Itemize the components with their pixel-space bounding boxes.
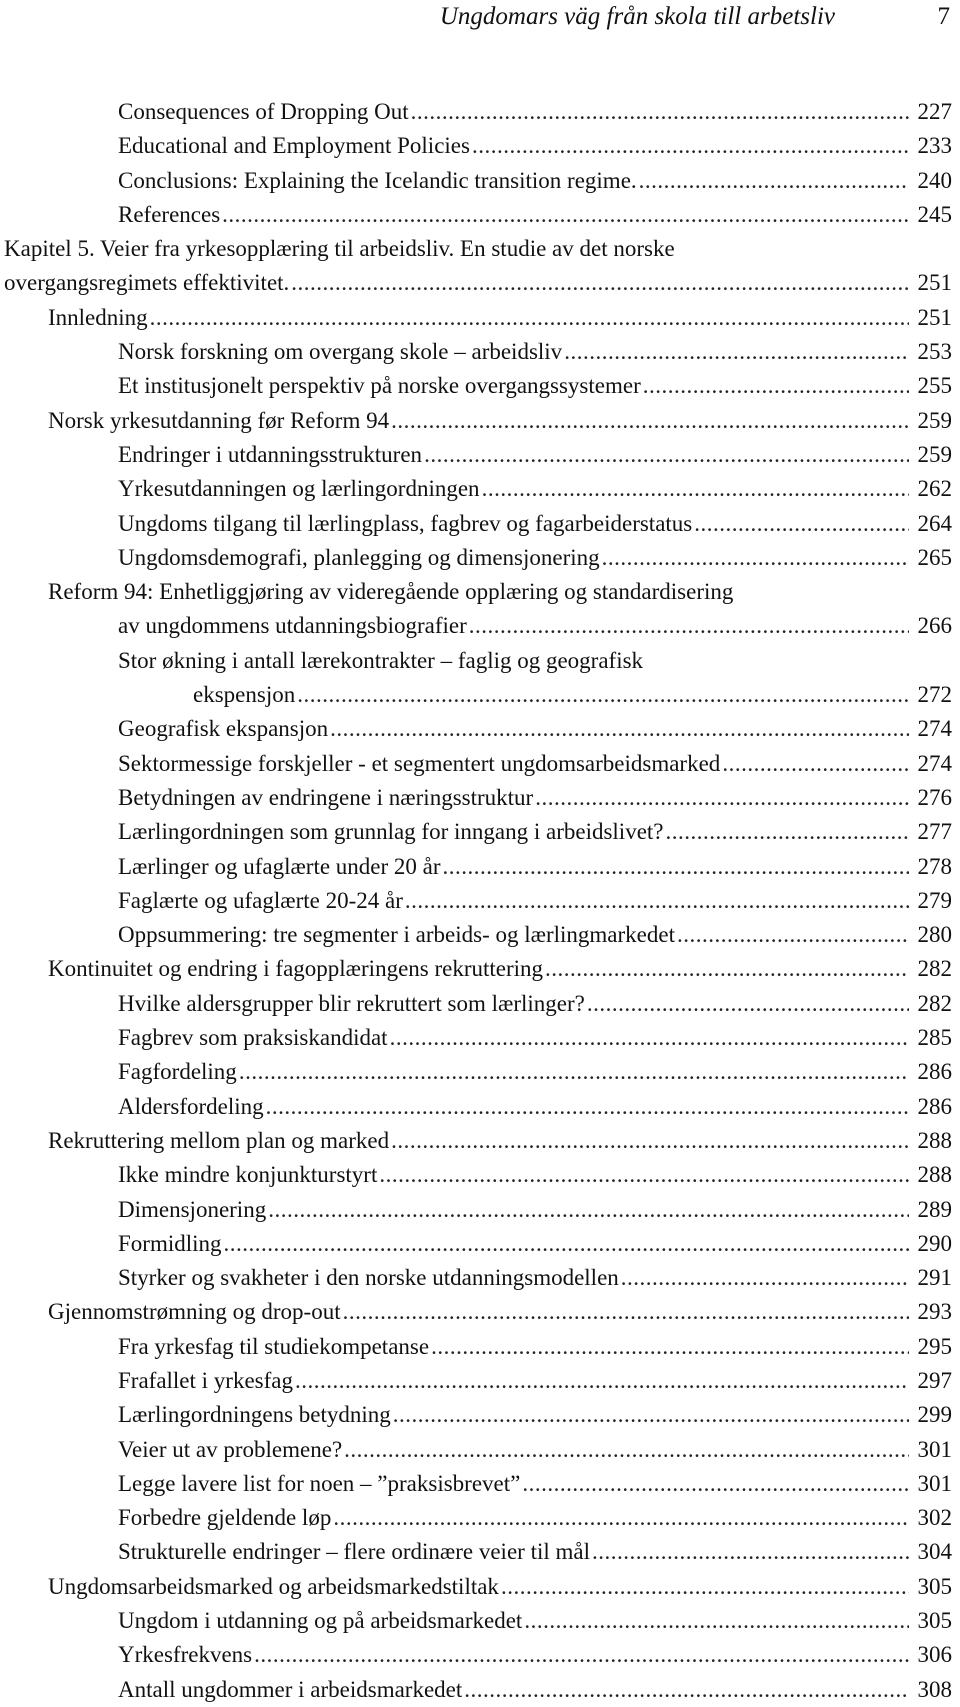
dot-leader — [443, 850, 909, 884]
toc-entry-title: Yrkesfrekvens — [118, 1642, 253, 1668]
toc-entry-page-number: 274 — [917, 750, 952, 776]
toc-entry[interactable] — [0, 301, 960, 335]
toc-entry-title: Sektormessige forskjeller - et segmentert ungdomsarbeidsmarked — [118, 750, 721, 776]
dot-leader — [424, 438, 909, 472]
running-title: Ungdomars väg från skola till arbetsliv — [439, 3, 835, 30]
toc-entry[interactable] — [0, 1501, 960, 1535]
toc-entry[interactable] — [0, 1055, 960, 1089]
toc-entry-title: Yrkesutdanningen og lærlingordningen — [118, 476, 480, 502]
dot-leader — [405, 884, 909, 918]
toc-entry-title: Geografisk ekspansjon — [118, 716, 329, 742]
toc-entry[interactable] — [0, 850, 960, 884]
dot-leader — [291, 266, 909, 300]
toc-entry-page-number: 251 — [917, 270, 952, 296]
toc-entry-title: Lærlingordningens betydning — [118, 1402, 391, 1428]
toc-entry-page-number: 264 — [917, 510, 952, 536]
toc-entry[interactable] — [0, 815, 960, 849]
toc-entry-title: Ungdom i utdanning og på arbeidsmarkedet — [118, 1608, 523, 1634]
toc-entry-title: Hvilke aldersgrupper blir rekruttert som lærlinger? — [118, 990, 585, 1016]
dot-leader — [343, 1295, 909, 1329]
dot-leader — [222, 198, 909, 232]
dot-leader — [501, 1570, 909, 1604]
toc-entry[interactable] — [0, 129, 960, 163]
dot-leader — [150, 301, 909, 335]
toc-entry[interactable] — [0, 95, 960, 129]
toc-entry[interactable] — [0, 198, 960, 232]
toc-entry-title: Norsk yrkesutdanning før Reform 94 — [48, 407, 390, 433]
toc-entry[interactable] — [0, 1227, 960, 1261]
toc-entry-page-number: 265 — [917, 544, 952, 570]
toc-entry-title: Ikke mindre konjunkturstyrt — [118, 1162, 378, 1188]
toc-entry-page-number: 301 — [917, 1470, 952, 1496]
toc-entry-title: Oppsummering: tre segmenter i arbeids- og lærlingmarkedet — [118, 922, 675, 948]
toc-entry[interactable] — [0, 1330, 960, 1364]
toc-entry-title: Lærlinger og ufaglærte under 20 år — [118, 853, 441, 879]
dot-leader — [268, 1193, 909, 1227]
toc-entry[interactable] — [0, 747, 960, 781]
toc-entry-title: Fra yrkesfag til studiekompetanse — [118, 1333, 430, 1359]
toc-entry-title: Norsk forskning om overgang skole – arbeidsliv — [118, 339, 563, 365]
toc-entry[interactable] — [0, 1158, 960, 1192]
toc-entry[interactable] — [0, 1535, 960, 1569]
toc-entry-title: Et institusjonelt perspektiv på norske overgangssystemer — [118, 373, 641, 399]
toc-entry[interactable] — [0, 1295, 960, 1329]
dot-leader — [722, 747, 909, 781]
dot-leader — [643, 369, 909, 403]
toc-entry-page-number: 304 — [917, 1539, 952, 1565]
toc-entry-page-number: 289 — [917, 1196, 952, 1222]
toc-entry[interactable] — [0, 1638, 960, 1672]
toc-entry[interactable] — [0, 507, 960, 541]
dot-leader — [482, 472, 909, 506]
dot-leader — [344, 1433, 909, 1467]
dot-leader — [621, 1261, 909, 1295]
toc-entry-page-number: 306 — [917, 1642, 952, 1668]
toc-entry[interactable] — [0, 781, 960, 815]
toc-entry-title-continuation: av ungdommens utdanningsbiografier — [118, 613, 467, 639]
toc-entry[interactable] — [0, 1398, 960, 1432]
toc-entry-page-number: 262 — [917, 476, 952, 502]
toc-entry-page-number: 286 — [917, 1059, 952, 1085]
toc-entry-page-number: 274 — [917, 716, 952, 742]
toc-entry-page-number: 253 — [917, 339, 952, 365]
dot-leader — [224, 1227, 909, 1261]
toc-entry[interactable] — [0, 404, 960, 438]
toc-entry-page-number: 245 — [917, 201, 952, 227]
toc-entry-page-number: 278 — [917, 853, 952, 879]
toc-entry-title: Ungdoms tilgang til lærlingplass, fagbrev og fagarbeiderstatus — [118, 510, 693, 536]
toc-entry[interactable] — [0, 712, 960, 746]
toc-entry-title: Faglærte og ufaglærte 20-24 år — [118, 887, 403, 913]
dot-leader — [266, 1090, 909, 1124]
toc-entry-page-number: 293 — [917, 1299, 952, 1325]
toc-entry-page-number: 277 — [917, 819, 952, 845]
toc-entry-title: Fagbrev som praksiskandidat — [118, 1025, 388, 1051]
toc-entry-title: Kontinuitet og endring i fagopplæringens rekruttering — [48, 956, 544, 982]
dot-leader — [472, 129, 909, 163]
dot-leader — [592, 1535, 909, 1569]
toc-entry-page-number: 282 — [917, 956, 952, 982]
toc-entry[interactable] — [0, 952, 960, 986]
page-header — [0, 0, 960, 40]
toc-entry-title: Ungdomsdemografi, planlegging og dimensjonering — [118, 544, 600, 570]
dot-leader — [391, 1124, 909, 1158]
toc-entry-page-number: 305 — [917, 1573, 952, 1599]
toc-entry[interactable] — [0, 1604, 960, 1638]
toc-entry-page-number: 286 — [917, 1093, 952, 1119]
dot-leader — [393, 1398, 909, 1432]
toc-entry-page-number: 240 — [917, 167, 952, 193]
toc-entry-page-number: 272 — [917, 682, 952, 708]
dot-leader — [379, 1158, 909, 1192]
toc-entry-title: Veier ut av problemene? — [118, 1436, 343, 1462]
toc-entry-title: References — [118, 201, 221, 227]
dot-leader — [694, 507, 909, 541]
toc-entry-title: Antall ungdommer i arbeidsmarkedet — [118, 1676, 463, 1702]
dot-leader — [564, 335, 909, 369]
dot-leader — [431, 1330, 909, 1364]
toc-entry-page-number: 259 — [917, 441, 952, 467]
toc-entry[interactable] — [0, 164, 960, 198]
dot-leader — [239, 1055, 909, 1089]
toc-entry-page-number: 266 — [917, 613, 952, 639]
dot-leader — [535, 781, 909, 815]
toc-entry-page-number: 280 — [917, 922, 952, 948]
toc-entry[interactable] — [0, 1124, 960, 1158]
toc-entry-page-number: 259 — [917, 407, 952, 433]
toc-entry-page-number: 302 — [917, 1505, 952, 1531]
dot-leader — [391, 404, 909, 438]
dot-leader — [639, 164, 909, 198]
toc-entry-page-number: 285 — [917, 1025, 952, 1051]
toc-entry-page-number: 276 — [917, 784, 952, 810]
toc-entry-title: Frafallet i yrkesfag — [118, 1367, 293, 1393]
toc-entry-title: Gjennomstrømning og drop-out — [48, 1299, 341, 1325]
toc-entry[interactable] — [0, 1433, 960, 1467]
toc-entry-title: Stor økning i antall lærekontrakter – faglig og geografisk — [118, 647, 644, 673]
toc-entry-page-number: 308 — [917, 1676, 952, 1702]
dot-leader — [522, 1467, 909, 1501]
toc-entry[interactable] — [0, 1570, 960, 1604]
toc-entry-title: Endringer i utdanningsstrukturen — [118, 441, 423, 467]
toc-entry-title: Aldersfordeling — [118, 1093, 264, 1119]
toc-entry-title: Fagfordeling — [118, 1059, 237, 1085]
toc-entry[interactable] — [0, 1261, 960, 1295]
dot-leader — [333, 1501, 909, 1535]
dot-leader — [330, 712, 909, 746]
toc-entry-title: Lærlingordningen som grunnlag for inngang i arbeidslivet? — [118, 819, 664, 845]
dot-leader — [602, 541, 909, 575]
toc-entry-title: Educational and Employment Policies — [118, 133, 470, 159]
toc-entry[interactable] — [0, 438, 960, 472]
toc-entry-title: Ungdomsarbeidsmarked og arbeidsmarkedstiltak — [48, 1573, 499, 1599]
toc-entry-page-number: 288 — [917, 1162, 952, 1188]
dot-leader — [297, 678, 909, 712]
toc-entry-title: Conclusions: Explaining the Icelandic transition regime. — [118, 167, 637, 193]
toc-entry-title: Legge lavere list for noen – ”praksisbrevet” — [118, 1470, 521, 1496]
toc-entry[interactable] — [0, 1467, 960, 1501]
toc-entry-page-number: 295 — [917, 1333, 952, 1359]
toc-entry-page-number: 282 — [917, 990, 952, 1016]
dot-leader — [464, 1673, 909, 1707]
toc-entry-title: Betydningen av endringene i næringsstruktur — [118, 784, 534, 810]
toc-entry[interactable] — [0, 369, 960, 403]
toc-entry[interactable] — [0, 335, 960, 369]
toc-entry[interactable] — [0, 644, 960, 713]
toc-entry-page-number: 251 — [917, 304, 952, 330]
toc-entry-title: Strukturelle endringer – flere ordinære veier til mål — [118, 1539, 590, 1565]
toc-entry[interactable] — [0, 1364, 960, 1398]
toc-entry[interactable] — [0, 987, 960, 1021]
toc-entry-title: Styrker og svakheter i den norske utdanningsmodellen — [118, 1265, 619, 1291]
toc-entry-page-number: 301 — [917, 1436, 952, 1462]
toc-entry-page-number: 290 — [917, 1230, 952, 1256]
toc-entry[interactable] — [0, 918, 960, 952]
toc-entry[interactable] — [0, 1673, 960, 1707]
dot-leader — [469, 609, 909, 643]
toc-entry-title: Formidling — [118, 1230, 222, 1256]
toc-entry[interactable] — [0, 575, 960, 644]
toc-entry-title: Kapitel 5. Veier fra yrkesopplæring til arbeidsliv. En studie av det norske — [4, 236, 675, 262]
dot-leader — [587, 987, 909, 1021]
dot-leader — [677, 918, 909, 952]
toc-entry-page-number: 291 — [917, 1265, 952, 1291]
toc-entry[interactable] — [0, 1090, 960, 1124]
page-number: 7 — [937, 3, 950, 30]
toc-entry-page-number: 299 — [917, 1402, 952, 1428]
toc-entry[interactable] — [0, 541, 960, 575]
dot-leader — [524, 1604, 909, 1638]
dot-leader — [390, 1021, 909, 1055]
toc-entry-title: Reform 94: Enhetliggjøring av videregående opplæring og standardisering — [48, 579, 734, 605]
toc-entry-page-number: 288 — [917, 1127, 952, 1153]
toc-entry-page-number: 305 — [917, 1608, 952, 1634]
toc-entry-title: Forbedre gjeldende løp — [118, 1505, 332, 1531]
toc-entry[interactable] — [0, 884, 960, 918]
toc-entry-title: Rekruttering mellom plan og marked — [48, 1127, 390, 1153]
dot-leader — [295, 1364, 909, 1398]
table-of-contents — [0, 95, 960, 1707]
dot-leader — [666, 815, 910, 849]
toc-entry-page-number: 255 — [917, 373, 952, 399]
toc-entry-title: Consequences of Dropping Out — [118, 99, 409, 124]
toc-entry-page-number: 233 — [917, 133, 952, 159]
toc-entry-title: Innledning — [48, 304, 148, 330]
toc-entry-page-number: 227 — [917, 99, 952, 124]
toc-entry[interactable] — [0, 232, 960, 301]
toc-entry-page-number: 279 — [917, 887, 952, 913]
toc-entry-title: Dimensjonering — [118, 1196, 267, 1222]
toc-entry-page-number: 297 — [917, 1367, 952, 1393]
dot-leader — [545, 952, 909, 986]
toc-entry[interactable] — [0, 1193, 960, 1227]
toc-entry[interactable] — [0, 1021, 960, 1055]
toc-entry-title-continuation: overgangsregimets effektivitet. — [4, 270, 290, 296]
dot-leader — [254, 1638, 909, 1672]
toc-entry[interactable] — [0, 472, 960, 506]
dot-leader — [411, 95, 909, 129]
toc-entry-title-continuation: ekspensjon — [193, 682, 296, 708]
